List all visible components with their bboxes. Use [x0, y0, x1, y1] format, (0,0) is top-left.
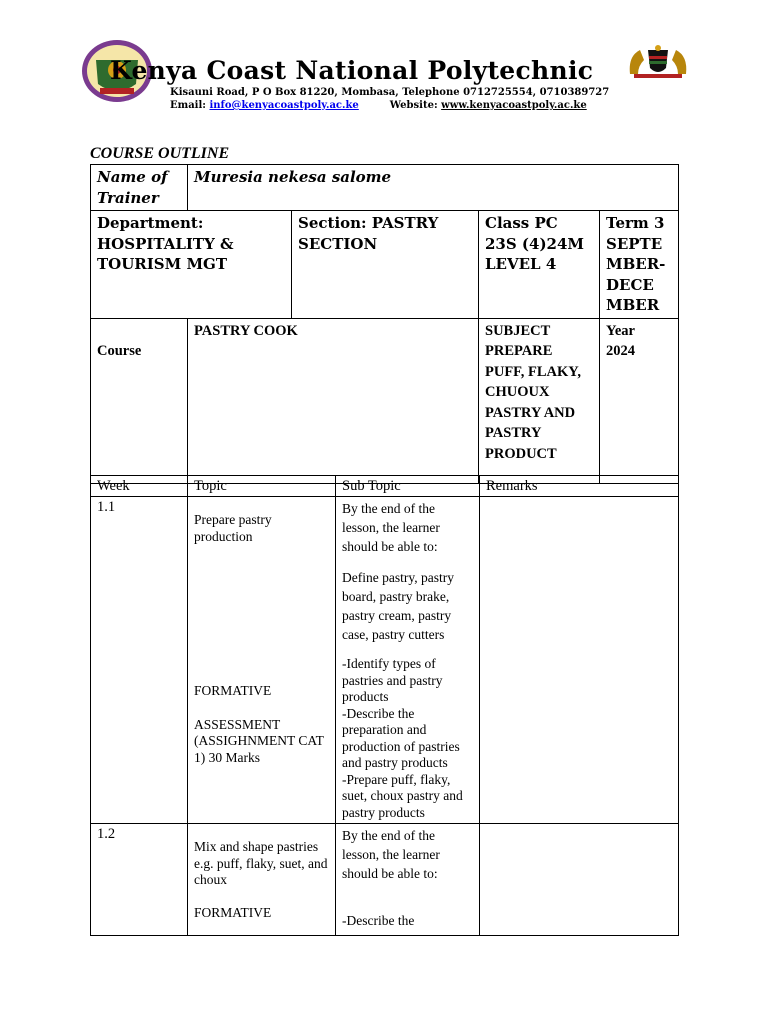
remarks-cell	[480, 824, 679, 936]
subject-cell: SUBJECT PREPARE PUFF, FLAKY, CHUOUX PASTRY AND PASTRY PRODUCT	[479, 318, 600, 483]
website-link[interactable]: www.kenyacoastpoly.ac.ke	[441, 100, 587, 111]
assessment-detail: ASSESSMENT (ASSIGHNMENT CAT 1) 30 Marks	[194, 716, 324, 765]
column-header-subtopic: Sub Topic	[336, 476, 480, 497]
course-value: PASTRY COOK	[188, 318, 479, 483]
column-header-topic: Topic	[188, 476, 336, 497]
year-value: 2024	[606, 343, 635, 359]
website-label: Website:	[389, 100, 438, 111]
subtopic-item: -Describe the preparation and production of pastries and pastry products	[342, 705, 460, 770]
course-label: Course	[91, 318, 188, 483]
email-link[interactable]: info@kenyacoastpoly.ac.ke	[209, 100, 359, 111]
week-cell: 1.2	[91, 824, 188, 936]
year-label: Year	[606, 322, 635, 339]
subtopic-define: Define pastry, pastry board, pastry brake, pastry cream, pastry case, pastry cutters	[342, 570, 454, 642]
table-header-row	[91, 476, 679, 497]
class-cell: Class PC 23S (4)24M LEVEL 4	[479, 211, 600, 319]
topic-text: Prepare pastry production	[194, 512, 272, 544]
term-cell: Term 3 SEPTE MBER- DECE MBER	[600, 211, 679, 319]
week-cell: 1.1	[91, 497, 188, 824]
kenya-coat-of-arms-icon	[624, 44, 692, 80]
course-info-table	[90, 164, 679, 484]
email-label: Email:	[170, 100, 206, 111]
subtopic-item: -Describe the	[342, 913, 415, 928]
table-row	[91, 824, 679, 936]
subtopic-cell	[336, 824, 480, 936]
topic-cell	[188, 497, 336, 824]
document-title: COURSE OUTLINE	[90, 145, 230, 162]
assessment-label: FORMATIVE	[194, 904, 272, 920]
column-header-remarks: Remarks	[480, 476, 679, 497]
trainer-name: Muresia nekesa salome	[188, 165, 679, 211]
subtopic-cell	[336, 497, 480, 824]
subtopic-item: -Identify types of pastries and pastry products	[342, 656, 443, 704]
topic-text: Mix and shape pastries e.g. puff, flaky, suet, and choux	[194, 839, 328, 887]
institution-address: Kisauni Road, P O Box 81220, Mombasa, Telephone 0712725554, 0710389727	[170, 87, 610, 98]
remarks-cell	[480, 497, 679, 824]
topic-cell	[188, 824, 336, 936]
section-cell: Section: PASTRY SECTION	[292, 211, 479, 319]
subtopic-intro: By the end of the lesson, the learner should be able to:	[342, 828, 440, 881]
institution-name: Kenya Coast National Polytechnic	[110, 56, 594, 85]
course-outline-table	[90, 475, 679, 936]
department-cell: Department: HOSPITALITY & TOURISM MGT	[91, 211, 292, 319]
table-row	[91, 497, 679, 824]
contact-line	[170, 100, 587, 111]
year-cell	[600, 318, 679, 483]
subtopic-intro: By the end of the lesson, the learner should be able to:	[342, 501, 440, 554]
assessment-label: FORMATIVE	[194, 683, 272, 698]
column-header-week: Week	[91, 476, 188, 497]
subtopic-item: -Prepare puff, flaky, suet, choux pastry and pastry products	[342, 771, 463, 820]
trainer-label: Name of Trainer	[91, 165, 188, 211]
